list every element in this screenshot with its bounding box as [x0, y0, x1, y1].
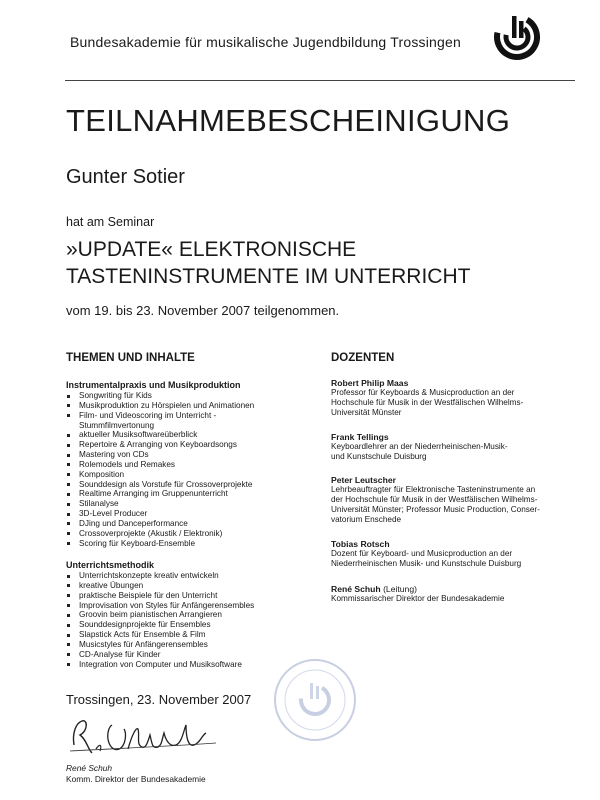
academy-name: Bundesakademie für musikalische Jugendbildung Trossingen — [70, 34, 461, 50]
list-item: praktische Beispiele für den Unterricht — [66, 591, 254, 601]
participant-name: Gunter Sotier — [66, 166, 185, 188]
official-stamp-icon — [270, 655, 360, 745]
lecturer-name: Frank Tellings — [331, 432, 389, 442]
list-item: aktueller Musiksoftwareüberblick — [66, 430, 254, 440]
academy-logo-icon — [492, 12, 542, 62]
list-item: CD-Analyse für Kinder — [66, 650, 254, 660]
list-item: Komposition — [66, 470, 254, 480]
list-item: Musicstyles für Anfängerensembles — [66, 640, 254, 650]
themes-heading: THEMEN UND INHALTE — [66, 352, 195, 364]
lecturer-entry — [331, 475, 540, 525]
seminar-title-line-1: »UPDATE« ELEKTRONISCHE — [66, 238, 357, 261]
list-item: Mastering von CDs — [66, 450, 254, 460]
section-methodology-heading: Unterrichtsmethodik — [66, 560, 155, 570]
lecturer-entry — [331, 539, 521, 569]
list-item: Realtime Arranging im Gruppenunterricht — [66, 489, 254, 499]
seminar-title — [66, 236, 470, 290]
list-item: Groovin beim pianistischen Arrangieren — [66, 610, 254, 620]
list-item: Improvisation von Styles für Anfängerensembles — [66, 601, 254, 611]
list-item: Crossoverprojekte (Akustik / Elektronik) — [66, 529, 254, 539]
section-instrumental-list — [66, 391, 254, 549]
list-item: Sounddesignprojekte für Ensembles — [66, 620, 254, 630]
section-instrumental-heading: Instrumentalpraxis und Musikproduktion — [66, 380, 241, 390]
list-item: Rolemodels und Remakes — [66, 460, 254, 470]
signer-role: Komm. Direktor der Bundesakademie — [66, 774, 206, 784]
list-item: Sounddesign als Vorstufe für Crossoverprojekte — [66, 480, 254, 490]
handwritten-signature-icon — [66, 705, 226, 765]
lecturer-name: Robert Philip Maas — [331, 378, 409, 388]
lecturer-role: (Leitung) — [383, 584, 417, 594]
list-item: Stilanalyse — [66, 499, 254, 509]
lecturer-entry — [331, 378, 523, 418]
signer-name: René Schuh — [66, 763, 113, 773]
lecturer-entry — [331, 432, 508, 462]
list-item: Slapstick Acts für Ensemble & Film — [66, 630, 254, 640]
place-date: Trossingen, 23. November 2007 — [66, 692, 252, 707]
lecturer-description: Keyboardlehrer an der Niederrheinischen-Musik- und Kunstschule Duisburg — [331, 442, 508, 461]
list-item: Musikproduktion zu Hörspielen und Animationen — [66, 401, 254, 411]
lecturers-heading: DOZENTEN — [331, 352, 395, 364]
lecturer-description: Professor für Keyboards & Musicproduction an der Hochschule für Musik in der Westfälischen Wilhelms- Universität Münster — [331, 388, 524, 417]
lecturer-name: Tobias Rotsch — [331, 539, 390, 549]
lecturer-description: Dozent für Keyboard- und Musicproduction an der Niederrheinischen Musik- und Kunstschule Duisburg — [331, 549, 522, 568]
list-item-continuation: Stummfilmvertonung — [79, 420, 155, 430]
certificate-title: TEILNAHMEBESCHEINIGUNG — [66, 103, 511, 138]
list-item: Scoring für Keyboard-Ensemble — [66, 539, 254, 549]
lecturer-name: Peter Leutscher — [331, 475, 396, 485]
header-divider — [65, 80, 575, 81]
seminar-intro: hat am Seminar — [66, 215, 155, 229]
list-item: Integration von Computer und Musiksoftware — [66, 660, 254, 670]
list-item: Repertoire & Arranging von Keyboardsongs — [66, 440, 254, 450]
list-item: Songwriting für Kids — [66, 391, 254, 401]
list-item: DJing und Danceperformance — [66, 519, 254, 529]
lecturer-name-line — [331, 584, 504, 594]
seminar-title-line-2: TASTENINSTRUMENTE IM UNTERRICHT — [66, 265, 471, 288]
lecturer-description: Lehrbeauftragter für Elektronische Tasteninstrumente an der Hochschule für Musik in der Westfälischen Wilhelms- Universität Münster; Professor Music Production, Conser- vatorium Enschede — [331, 485, 540, 524]
list-item: Unterrichtskonzepte kreativ entwickeln — [66, 571, 254, 581]
list-item: kreative Übungen — [66, 581, 254, 591]
section-methodology-list — [66, 571, 254, 669]
seminar-dates: vom 19. bis 23. November 2007 teilgenommen. — [66, 303, 340, 318]
lecturer-entry — [331, 584, 504, 604]
list-item: 3D-Level Producer — [66, 509, 254, 519]
list-item: Film- und Videoscoring im Unterricht - — [66, 411, 254, 421]
lecturer-description: Kommissarischer Direktor der Bundesakademie — [331, 594, 505, 603]
lecturer-name: René Schuh — [331, 584, 381, 594]
